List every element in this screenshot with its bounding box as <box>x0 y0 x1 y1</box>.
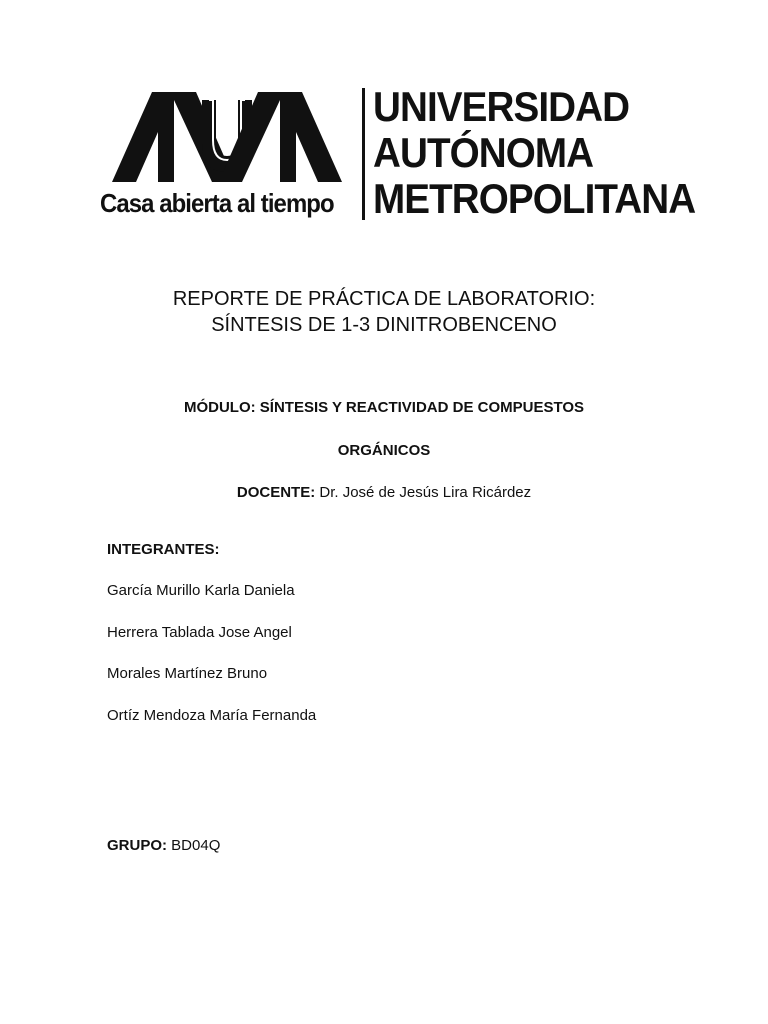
member-item: Ortíz Mendoza María Fernanda <box>107 707 317 724</box>
university-name <box>373 83 696 222</box>
module-label-line-1: MÓDULO: SÍNTESIS Y REACTIVIDAD DE COMPUESTOS <box>183 399 585 416</box>
docente-value: Dr. José de Jesús Lira Ricárdez <box>319 484 532 501</box>
university-name-line-3: METROPOLITANA <box>373 175 696 222</box>
grupo-line <box>107 837 220 854</box>
university-logo <box>100 83 696 234</box>
report-title-line-2: SÍNTESIS DE 1-3 DINITROBENCENO <box>211 314 557 336</box>
member-item: García Murillo Karla Daniela <box>107 582 295 599</box>
university-name-line-2: AUTÓNOMA <box>373 129 594 176</box>
report-title-line-1: REPORTE DE PRÁCTICA DE LABORATORIO: <box>172 288 596 310</box>
docente-line <box>0 484 768 501</box>
integrantes-heading: INTEGRANTES: <box>107 541 220 558</box>
member-item: Herrera Tablada Jose Angel <box>107 624 292 641</box>
grupo-value: BD04Q <box>171 837 221 854</box>
docente-label: DOCENTE: <box>236 484 316 501</box>
member-item: Morales Martínez Bruno <box>107 665 268 682</box>
module-label-line-2: ORGÁNICOS <box>337 442 431 459</box>
logo-tagline: Casa abierta al tiempo <box>100 188 334 218</box>
grupo-label: GRUPO: <box>107 837 167 854</box>
university-name-line-1: UNIVERSIDAD <box>373 83 630 130</box>
report-title <box>0 286 768 338</box>
uam-emblem-icon <box>112 92 342 182</box>
logo-divider <box>362 88 365 220</box>
